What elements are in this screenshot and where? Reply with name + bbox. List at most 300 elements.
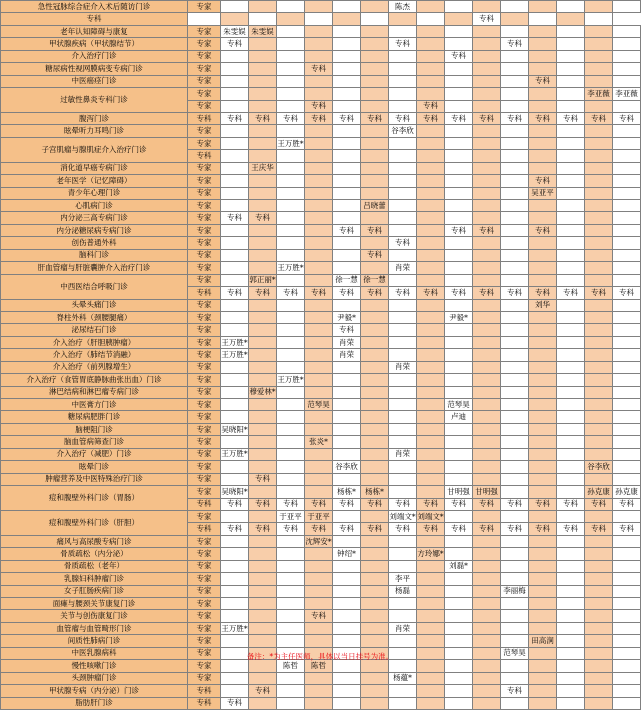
schedule-cell (361, 336, 389, 348)
schedule-cell (445, 125, 473, 137)
schedule-cell (557, 510, 585, 522)
schedule-cell (221, 610, 249, 622)
schedule-cell (613, 187, 641, 199)
schedule-cell (361, 697, 389, 709)
table-row (1, 610, 641, 622)
schedule-cell: 专科 (417, 100, 445, 112)
schedule-cell (389, 13, 417, 25)
schedule-cell (613, 361, 641, 373)
schedule-cell (529, 535, 557, 547)
schedule-cell (305, 311, 333, 323)
schedule-cell (221, 411, 249, 423)
schedule-cell (417, 685, 445, 697)
schedule-cell (445, 573, 473, 585)
schedule-cell (529, 38, 557, 50)
schedule-cell (613, 448, 641, 460)
schedule-cell (221, 598, 249, 610)
schedule-cell (221, 249, 249, 261)
schedule-cell (557, 349, 585, 361)
schedule-cell: 肖荣 (389, 448, 417, 460)
schedule-cell (529, 262, 557, 274)
schedule-cell (333, 50, 361, 62)
schedule-cell: 徐一慧 (361, 274, 389, 286)
schedule-cell (277, 423, 305, 435)
schedule-cell (473, 560, 501, 572)
table-row (1, 175, 641, 187)
schedule-cell (249, 13, 277, 25)
schedule-cell (277, 162, 305, 174)
schedule-cell: 专科 (529, 523, 557, 535)
schedule-cell (501, 187, 529, 199)
schedule-cell: 专科 (529, 498, 557, 510)
schedule-cell: 专科 (333, 287, 361, 299)
schedule-cell (221, 386, 249, 398)
schedule-cell: 专科 (389, 523, 417, 535)
schedule-cell (361, 63, 389, 75)
schedule-cell (417, 274, 445, 286)
doctor-level: 专家 (188, 585, 221, 597)
schedule-cell (361, 436, 389, 448)
schedule-cell (473, 436, 501, 448)
schedule-cell (585, 249, 613, 261)
schedule-cell (249, 598, 277, 610)
schedule-cell (221, 200, 249, 212)
schedule-cell (277, 672, 305, 684)
schedule-cell (585, 361, 613, 373)
schedule-cell (417, 200, 445, 212)
schedule-cell (305, 585, 333, 597)
department-name: 头晕头痛门诊 (1, 299, 188, 311)
schedule-cell: 陈哲 (305, 660, 333, 672)
schedule-cell (305, 473, 333, 485)
schedule-cell (361, 212, 389, 224)
schedule-cell (333, 88, 361, 100)
schedule-cell (501, 672, 529, 684)
schedule-cell (585, 585, 613, 597)
table-row (1, 324, 641, 336)
schedule-cell (613, 473, 641, 485)
department-name: 痛风与高尿酸专病门诊 (1, 535, 188, 547)
schedule-cell (249, 349, 277, 361)
schedule-cell (585, 13, 613, 25)
table-row (1, 125, 641, 137)
schedule-cell (389, 386, 417, 398)
schedule-cell (529, 274, 557, 286)
schedule-cell (221, 88, 249, 100)
department-name: 面瘫与腰颈关节康复门诊 (1, 598, 188, 610)
schedule-cell (445, 324, 473, 336)
doctor-level: 专家 (188, 548, 221, 560)
schedule-cell (557, 137, 585, 149)
schedule-cell (445, 38, 473, 50)
schedule-cell (473, 374, 501, 386)
doctor-level: 专家 (188, 399, 221, 411)
department-name: 脊柱外科（颈腰腿痛） (1, 311, 188, 323)
schedule-cell (613, 175, 641, 187)
department-name: 中医癌痉门诊 (1, 75, 188, 87)
schedule-cell: 专科 (249, 523, 277, 535)
schedule-cell: 专科 (221, 287, 249, 299)
table-row (1, 672, 641, 684)
schedule-cell (529, 374, 557, 386)
schedule-cell (333, 585, 361, 597)
schedule-cell (473, 25, 501, 37)
schedule-cell (445, 610, 473, 622)
schedule-cell (277, 448, 305, 460)
schedule-cell (361, 361, 389, 373)
schedule-cell (361, 610, 389, 622)
schedule-cell (417, 311, 445, 323)
schedule-cell (417, 88, 445, 100)
schedule-cell (389, 461, 417, 473)
doctor-level: 专家 (188, 50, 221, 62)
schedule-cell (361, 461, 389, 473)
schedule-cell (221, 187, 249, 199)
schedule-cell (249, 486, 277, 498)
schedule-cell (501, 25, 529, 37)
department-name: 血管瘤与血管畸形门诊 (1, 622, 188, 634)
schedule-cell (333, 411, 361, 423)
schedule-cell (501, 274, 529, 286)
schedule-cell (333, 1, 361, 13)
schedule-cell (613, 162, 641, 174)
schedule-cell: 专科 (361, 224, 389, 236)
schedule-cell: 专科 (529, 112, 557, 124)
schedule-cell (221, 685, 249, 697)
schedule-cell: 刘华 (529, 299, 557, 311)
schedule-cell (585, 187, 613, 199)
schedule-cell (557, 585, 585, 597)
schedule-cell (529, 361, 557, 373)
schedule-cell: 专科 (613, 498, 641, 510)
schedule-cell: 专科 (557, 287, 585, 299)
schedule-cell: 专科 (277, 498, 305, 510)
schedule-cell (221, 535, 249, 547)
table-row (1, 598, 641, 610)
schedule-cell (529, 685, 557, 697)
schedule-cell (249, 411, 277, 423)
schedule-cell (221, 361, 249, 373)
schedule-cell (473, 63, 501, 75)
schedule-cell: 谷李欣 (333, 461, 361, 473)
schedule-cell (445, 697, 473, 709)
doctor-level: 专家 (188, 100, 221, 112)
table-row (1, 249, 641, 261)
schedule-cell (417, 187, 445, 199)
schedule-cell (473, 622, 501, 634)
schedule-cell (305, 237, 333, 249)
schedule-cell (249, 137, 277, 149)
schedule-cell (501, 50, 529, 62)
schedule-cell (557, 560, 585, 572)
schedule-cell (249, 672, 277, 684)
schedule-cell (389, 311, 417, 323)
schedule-cell (389, 560, 417, 572)
schedule-cell: 方玲娜* (417, 548, 445, 560)
schedule-cell (333, 125, 361, 137)
schedule-cell (305, 162, 333, 174)
schedule-cell: 专科 (249, 498, 277, 510)
schedule-cell (529, 50, 557, 62)
schedule-cell (221, 399, 249, 411)
schedule-cell (333, 361, 361, 373)
table-row (1, 224, 641, 236)
schedule-cell (445, 436, 473, 448)
schedule-cell (277, 38, 305, 50)
schedule-cell: 王庆华 (249, 162, 277, 174)
schedule-cell (221, 50, 249, 62)
schedule-cell (221, 75, 249, 87)
doctor-level: 专科 (188, 287, 221, 299)
schedule-cell (417, 63, 445, 75)
schedule-cell (445, 212, 473, 224)
schedule-cell (613, 622, 641, 634)
schedule-cell: 专科 (445, 287, 473, 299)
schedule-cell (473, 598, 501, 610)
schedule-cell (277, 473, 305, 485)
table-row (1, 349, 641, 361)
schedule-cell (445, 299, 473, 311)
schedule-cell (389, 200, 417, 212)
doctor-level: 专家 (188, 274, 221, 286)
schedule-cell (529, 349, 557, 361)
schedule-cell (389, 100, 417, 112)
schedule-cell (529, 13, 557, 25)
schedule-cell: 专科 (445, 498, 473, 510)
schedule-cell (249, 311, 277, 323)
schedule-cell (445, 473, 473, 485)
schedule-cell (529, 399, 557, 411)
schedule-cell (473, 75, 501, 87)
schedule-cell (361, 386, 389, 398)
schedule-cell (585, 137, 613, 149)
schedule-cell (417, 150, 445, 162)
schedule-cell (557, 175, 585, 187)
schedule-cell (333, 38, 361, 50)
schedule-cell (333, 573, 361, 585)
schedule-cell (473, 137, 501, 149)
schedule-cell (417, 411, 445, 423)
department-name: 淋巴结病和淋巴瘤专病门诊 (1, 386, 188, 398)
doctor-level: 专家 (188, 224, 221, 236)
schedule-cell (585, 411, 613, 423)
table-row (1, 1, 641, 13)
schedule-cell: 专科 (445, 224, 473, 236)
schedule-cell: 专科 (249, 212, 277, 224)
schedule-cell (277, 75, 305, 87)
schedule-cell (417, 399, 445, 411)
schedule-cell (389, 349, 417, 361)
schedule-cell: 专科 (361, 112, 389, 124)
schedule-cell (473, 88, 501, 100)
schedule-cell (501, 200, 529, 212)
schedule-cell: 肖荣 (389, 262, 417, 274)
table-row (1, 386, 641, 398)
schedule-cell (249, 535, 277, 547)
schedule-cell (305, 672, 333, 684)
schedule-cell (585, 324, 613, 336)
schedule-cell (305, 50, 333, 62)
schedule-cell: 专科 (361, 523, 389, 535)
schedule-cell (305, 361, 333, 373)
schedule-cell (277, 224, 305, 236)
schedule-cell: 王万胜* (221, 622, 249, 634)
schedule-cell (417, 262, 445, 274)
schedule-cell (277, 88, 305, 100)
schedule-cell (277, 274, 305, 286)
department-name: 消化道早癌专病门诊 (1, 162, 188, 174)
schedule-cell (361, 448, 389, 460)
doctor-level: 专科 (1, 13, 188, 25)
schedule-cell (445, 75, 473, 87)
schedule-cell (445, 200, 473, 212)
schedule-cell: 肖荣 (389, 361, 417, 373)
schedule-cell (473, 423, 501, 435)
schedule-cell (333, 162, 361, 174)
schedule-cell (557, 13, 585, 25)
schedule-cell (445, 1, 473, 13)
schedule-cell (221, 299, 249, 311)
schedule-cell (277, 535, 305, 547)
table-row (1, 535, 641, 547)
doctor-level: 专家 (188, 75, 221, 87)
schedule-cell (277, 187, 305, 199)
schedule-cell: 孙克康 (613, 486, 641, 498)
schedule-cell (529, 423, 557, 435)
schedule-cell (333, 150, 361, 162)
schedule-cell: 刘端文* (417, 510, 445, 522)
schedule-cell (585, 25, 613, 37)
schedule-cell (473, 336, 501, 348)
schedule-cell (361, 175, 389, 187)
schedule-cell (389, 150, 417, 162)
schedule-cell (361, 349, 389, 361)
table-row (1, 510, 641, 522)
schedule-cell (417, 361, 445, 373)
footnote: 备注：*为主任医师，具体以当日挂号为准。 (246, 652, 394, 661)
schedule-cell (249, 560, 277, 572)
schedule-cell: 专科 (249, 685, 277, 697)
schedule-cell (277, 1, 305, 13)
schedule-cell (529, 560, 557, 572)
schedule-cell (305, 38, 333, 50)
schedule-cell (557, 361, 585, 373)
doctor-level: 专家 (188, 125, 221, 137)
schedule-cell (557, 622, 585, 634)
schedule-cell (529, 212, 557, 224)
schedule-cell (445, 137, 473, 149)
schedule-cell (249, 399, 277, 411)
schedule-cell (473, 672, 501, 684)
table-row (1, 473, 641, 485)
schedule-cell (249, 336, 277, 348)
schedule-cell (417, 535, 445, 547)
schedule-cell: 专科 (501, 38, 529, 50)
schedule-cell: 专科 (445, 50, 473, 62)
schedule-cell (585, 560, 613, 572)
schedule-cell (333, 187, 361, 199)
schedule-cell (277, 411, 305, 423)
schedule-cell (389, 224, 417, 236)
schedule-cell (277, 299, 305, 311)
schedule-cell (585, 237, 613, 249)
schedule-cell (361, 635, 389, 647)
schedule-cell (305, 697, 333, 709)
schedule-cell: 穆爱林* (249, 386, 277, 398)
schedule-cell: 卢迪 (445, 411, 473, 423)
schedule-cell (361, 560, 389, 572)
schedule-cell (613, 573, 641, 585)
schedule-cell (473, 200, 501, 212)
schedule-cell (417, 697, 445, 709)
schedule-cell (613, 150, 641, 162)
schedule-cell (277, 212, 305, 224)
doctor-level: 专家 (188, 560, 221, 572)
table-row (1, 697, 641, 709)
schedule-cell (473, 237, 501, 249)
schedule-cell: 杨蕴* (389, 672, 417, 684)
table-row (1, 361, 641, 373)
schedule-cell (361, 25, 389, 37)
schedule-cell (305, 423, 333, 435)
schedule-cell (501, 374, 529, 386)
department-name: 介入治疗门诊 (1, 50, 188, 62)
schedule-cell (473, 548, 501, 560)
schedule-cell (417, 349, 445, 361)
table-row (1, 685, 641, 697)
schedule-cell (529, 411, 557, 423)
schedule-cell (305, 486, 333, 498)
schedule-cell (501, 150, 529, 162)
department-name: 青少年心理门诊 (1, 187, 188, 199)
schedule-cell (249, 175, 277, 187)
schedule-cell (585, 150, 613, 162)
schedule-cell (361, 50, 389, 62)
doctor-level: 专家 (188, 187, 221, 199)
schedule-cell (501, 560, 529, 572)
schedule-cell (473, 162, 501, 174)
schedule-cell (361, 411, 389, 423)
schedule-cell (557, 461, 585, 473)
schedule-cell (613, 635, 641, 647)
schedule-cell (221, 125, 249, 137)
schedule-cell (501, 448, 529, 460)
schedule-cell (445, 237, 473, 249)
schedule-cell (557, 697, 585, 709)
schedule-cell (501, 411, 529, 423)
schedule-cell: 专科 (557, 498, 585, 510)
schedule-cell (473, 299, 501, 311)
schedule-cell: 专科 (389, 287, 417, 299)
schedule-cell (557, 672, 585, 684)
schedule-cell: 杨磊 (389, 585, 417, 597)
schedule-cell (613, 249, 641, 261)
doctor-level: 专家 (188, 535, 221, 547)
schedule-cell (389, 299, 417, 311)
schedule-cell (417, 13, 445, 25)
schedule-cell (473, 100, 501, 112)
schedule-cell: 专科 (305, 523, 333, 535)
schedule-cell (389, 411, 417, 423)
schedule-cell (361, 237, 389, 249)
schedule-cell (277, 311, 305, 323)
schedule-cell (613, 585, 641, 597)
schedule-cell (361, 311, 389, 323)
table-row (1, 212, 641, 224)
schedule-cell (249, 249, 277, 261)
schedule-cell (389, 63, 417, 75)
schedule-cell (557, 237, 585, 249)
